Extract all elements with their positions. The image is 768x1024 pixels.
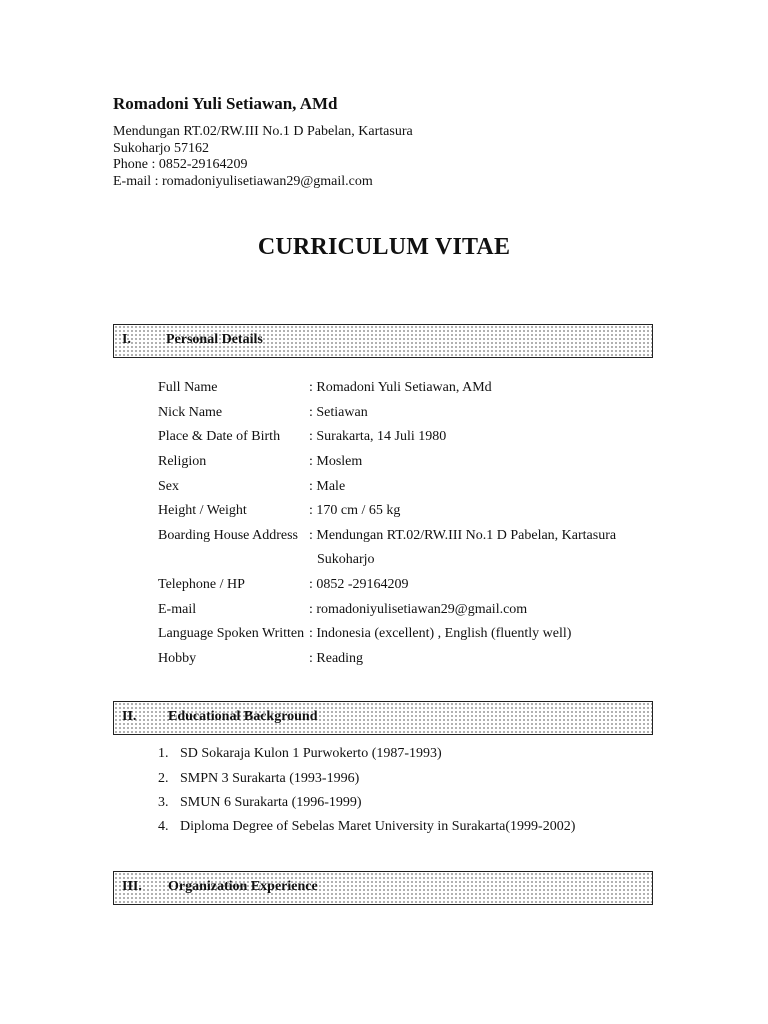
section-label: Organization Experience bbox=[168, 879, 318, 894]
list-number: 4. bbox=[158, 819, 169, 835]
detail-value: : Indonesia (excellent) , English (fluently well) bbox=[309, 626, 572, 642]
applicant-name: Romadoni Yuli Setiawan, AMd bbox=[113, 94, 338, 113]
list-number: 2. bbox=[158, 770, 169, 786]
detail-key: Religion bbox=[158, 454, 207, 470]
email-line: E-mail : romadoniyulisetiawan29@gmail.com bbox=[113, 173, 373, 189]
section-label: Educational Background bbox=[168, 709, 318, 724]
detail-key: Boarding House Address bbox=[158, 527, 298, 543]
detail-value: : 0852 -29164209 bbox=[309, 577, 409, 593]
list-item bbox=[158, 766, 575, 790]
detail-key: Telephone / HP bbox=[158, 577, 245, 593]
address-line: Mendungan RT.02/RW.III No.1 D Pabelan, Kartasura bbox=[113, 124, 413, 139]
detail-value: : Surakarta, 14 Juli 1980 bbox=[309, 429, 447, 445]
detail-key: Hobby bbox=[158, 650, 197, 666]
detail-row-continuation bbox=[158, 548, 616, 573]
education-list bbox=[158, 742, 575, 840]
detail-value: : romadoniyulisetiawan29@gmail.com bbox=[309, 601, 528, 617]
detail-row bbox=[158, 573, 616, 598]
personal-details-table bbox=[158, 376, 616, 671]
document-title: CURRICULUM VITAE bbox=[257, 234, 511, 260]
list-text: SMUN 6 Surakarta (1996-1999) bbox=[180, 794, 362, 810]
section-educational-background bbox=[113, 701, 653, 735]
detail-row bbox=[158, 474, 616, 499]
list-text: SMPN 3 Surakarta (1993-1996) bbox=[180, 770, 360, 786]
section-number: I. bbox=[122, 332, 131, 347]
detail-row bbox=[158, 622, 616, 647]
list-number: 1. bbox=[158, 746, 169, 762]
detail-row bbox=[158, 376, 616, 401]
section-label: Personal Details bbox=[166, 332, 263, 347]
detail-key: Full Name bbox=[158, 380, 218, 396]
section-number: II. bbox=[122, 709, 137, 724]
detail-value: : Setiawan bbox=[309, 404, 368, 420]
phone-line: Phone : 0852-29164209 bbox=[113, 157, 248, 172]
detail-row bbox=[158, 425, 616, 450]
list-text: Diploma Degree of Sebelas Maret University in Surakarta(1999-2002) bbox=[180, 819, 576, 835]
detail-row bbox=[158, 450, 616, 475]
detail-key: Nick Name bbox=[158, 404, 223, 420]
address-city-line: Sukoharjo 57162 bbox=[113, 140, 210, 156]
detail-key: Sex bbox=[158, 478, 179, 494]
detail-value: : Moslem bbox=[309, 454, 363, 470]
detail-row bbox=[158, 524, 616, 549]
detail-row bbox=[158, 647, 616, 672]
section-number: III. bbox=[122, 879, 142, 894]
detail-key: Height / Weight bbox=[158, 503, 247, 519]
list-text: SD Sokaraja Kulon 1 Purwokerto (1987-1993) bbox=[180, 746, 442, 762]
detail-value: : Reading bbox=[309, 650, 364, 666]
list-item bbox=[158, 791, 575, 815]
contact-block bbox=[113, 124, 413, 190]
section-organization-experience bbox=[113, 871, 653, 905]
detail-value: : 170 cm / 65 kg bbox=[309, 503, 401, 519]
list-item bbox=[158, 742, 575, 766]
detail-row bbox=[158, 499, 616, 524]
detail-key: E-mail bbox=[158, 601, 197, 617]
section-personal-details bbox=[113, 324, 653, 358]
list-number: 3. bbox=[158, 794, 169, 810]
detail-value: : Romadoni Yuli Setiawan, AMd bbox=[309, 380, 492, 396]
detail-row bbox=[158, 597, 616, 622]
detail-key: Place & Date of Birth bbox=[158, 429, 281, 445]
detail-key: Language Spoken Written bbox=[158, 626, 305, 642]
detail-value: : Mendungan RT.02/RW.III No.1 D Pabelan, Kartasura bbox=[309, 527, 617, 543]
detail-value: Sukoharjo bbox=[317, 552, 375, 568]
list-item bbox=[158, 815, 575, 839]
detail-row bbox=[158, 401, 616, 426]
detail-value: : Male bbox=[309, 478, 346, 494]
